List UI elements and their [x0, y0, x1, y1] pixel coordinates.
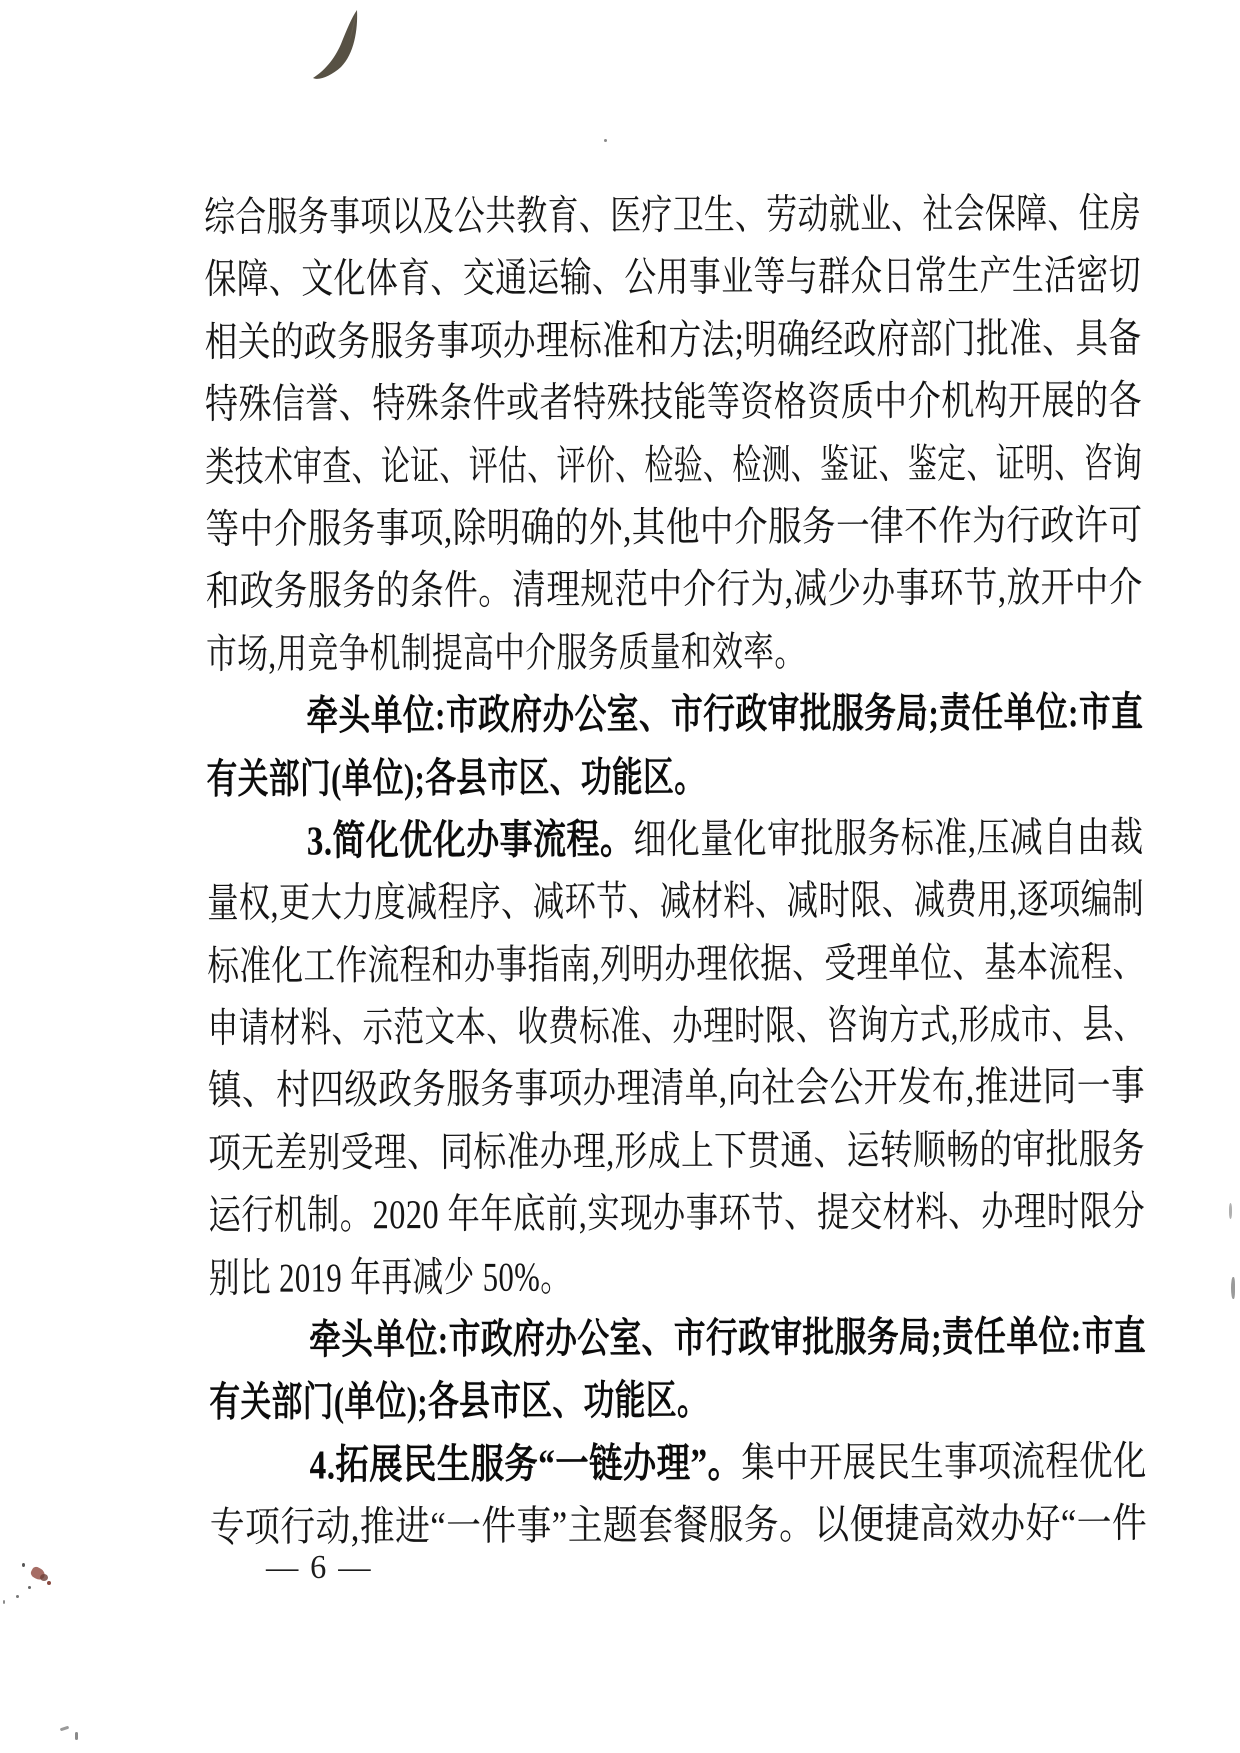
text-line	[206, 743, 1143, 809]
text-line-content	[206, 620, 806, 685]
bold-text-segment: 牵头单位:市政府办公室、市行政审批服务局;责任单位:市直	[306, 689, 1144, 739]
text-segment: 量权,更大力度减程序、减环节、减材料、减时限、减费用,逐项编制	[207, 876, 1145, 927]
text-line-content	[208, 1118, 1145, 1184]
speck-artifact	[60, 1726, 69, 1732]
text-line-content	[208, 1055, 1145, 1121]
bold-text-segment: 3.简化优化办事流程。	[306, 816, 634, 864]
text-line	[204, 244, 1141, 310]
text-line-content	[205, 369, 1142, 435]
text-segment: 细化量化审批服务标准,压减自由裁	[633, 813, 1144, 863]
text-line	[209, 1430, 1146, 1496]
text-segment: 等中介服务事项,除明确的外,其他中介服务一律不作为行政许可	[205, 501, 1143, 552]
speck-artifact	[16, 1595, 19, 1598]
speck-artifact	[47, 1581, 51, 1585]
text-line	[205, 494, 1142, 560]
text-line	[208, 1118, 1145, 1184]
text-segment: 申请材料、示范文本、收费标准、办理时限、咨询方式,形成市、县、	[207, 1000, 1145, 1052]
speckle-artifact	[29, 1565, 47, 1581]
text-line	[206, 681, 1143, 747]
text-line	[208, 1180, 1145, 1246]
text-line-content	[209, 1369, 708, 1434]
text-line-content	[205, 494, 1142, 560]
text-segment: 标准化工作流程和办事指南,列明办理依据、受理单位、基本流程、	[207, 938, 1145, 989]
edge-mark-artifact	[1229, 1203, 1232, 1219]
bold-text-segment: 有关部门(单位);各县市区、功能区。	[206, 753, 706, 802]
text-line-content	[307, 806, 1144, 872]
ink-smudge-artifact	[311, 8, 363, 90]
text-segment: 集中开展民生事项流程优化	[741, 1437, 1147, 1486]
text-line-content	[207, 868, 1144, 934]
speckle-artifact	[40, 1574, 48, 1581]
text-segment: 专项行动,推进“一件事”主题套餐服务。以便捷高效办好“一件	[209, 1500, 1148, 1551]
text-line-content	[208, 1180, 1145, 1246]
text-line-content	[205, 431, 1142, 497]
text-line-content	[207, 931, 1144, 997]
text-line-content	[205, 307, 1142, 373]
text-line-content	[204, 182, 1141, 248]
text-segment: 别比 2019 年再减少 50%。	[208, 1253, 572, 1301]
text-line	[209, 1243, 1146, 1309]
text-line-content	[309, 1305, 1146, 1371]
speck-artifact	[22, 1563, 25, 1567]
text-line	[209, 1367, 1146, 1433]
speck-artifact	[75, 1732, 78, 1740]
text-segment: 综合服务事项以及公共教育、医疗卫生、劳动就业、社会保障、住房	[204, 189, 1142, 240]
text-line	[208, 1055, 1145, 1121]
text-line	[204, 182, 1141, 248]
document-body	[204, 182, 1147, 1559]
text-segment: 市场,用竞争机制提高中介服务质量和效率。	[205, 628, 806, 677]
text-line	[207, 931, 1144, 997]
text-line-content	[204, 244, 1141, 310]
text-line-content	[309, 1430, 1146, 1496]
text-segment: 特殊信誉、特殊条件或者特殊技能等资格资质中介机构开展的各	[204, 377, 1143, 428]
text-line-content	[206, 556, 1143, 622]
text-line	[207, 868, 1144, 934]
page-number: — 6 —	[266, 1549, 373, 1586]
text-line-content	[209, 1245, 572, 1309]
text-line-content	[306, 681, 1143, 747]
bold-text-segment: 有关部门(单位);各县市区、功能区。	[209, 1377, 709, 1426]
text-segment: 和政务服务的条件。清理规范中介行为,减少办事环节,放开中介	[205, 564, 1143, 615]
text-line	[206, 619, 1143, 685]
text-segment: 类技术审查、论证、评估、评价、检验、检测、鉴证、鉴定、证明、咨询	[205, 439, 1143, 490]
speck-artifact	[3, 1600, 5, 1604]
edge-mark-artifact	[1231, 1277, 1235, 1299]
text-line	[208, 993, 1145, 1059]
text-line	[209, 1305, 1146, 1371]
text-segment: 项无差别受理、同标准办理,形成上下贯通、运转顺畅的审批服务	[208, 1125, 1146, 1176]
text-line	[205, 307, 1142, 373]
text-line-content	[208, 993, 1145, 1059]
speck-artifact	[604, 139, 607, 142]
text-line	[207, 806, 1144, 872]
text-line	[206, 556, 1143, 622]
text-segment: 运行机制。2020 年年底前,实现办事环节、提交材料、办理时限分	[208, 1188, 1146, 1239]
text-segment: 镇、村四级政务服务事项办理清单,向社会公开发布,推进同一事	[207, 1063, 1146, 1114]
text-line-content	[206, 745, 705, 810]
text-line	[205, 369, 1142, 435]
text-segment: 保障、文化体育、交通运输、公用事业等与群众日常生产生活密切	[204, 252, 1142, 303]
speck-artifact	[28, 1586, 31, 1589]
bold-text-segment: 牵头单位:市政府办公室、市行政审批服务局;责任单位:市直	[308, 1312, 1147, 1363]
text-line	[205, 431, 1142, 497]
text-segment: 相关的政务服务事项办理标准和方法;明确经政府部门批准、具备	[204, 314, 1142, 365]
bold-text-segment: 4.拓展民生服务“一链办理”。	[309, 1439, 742, 1488]
